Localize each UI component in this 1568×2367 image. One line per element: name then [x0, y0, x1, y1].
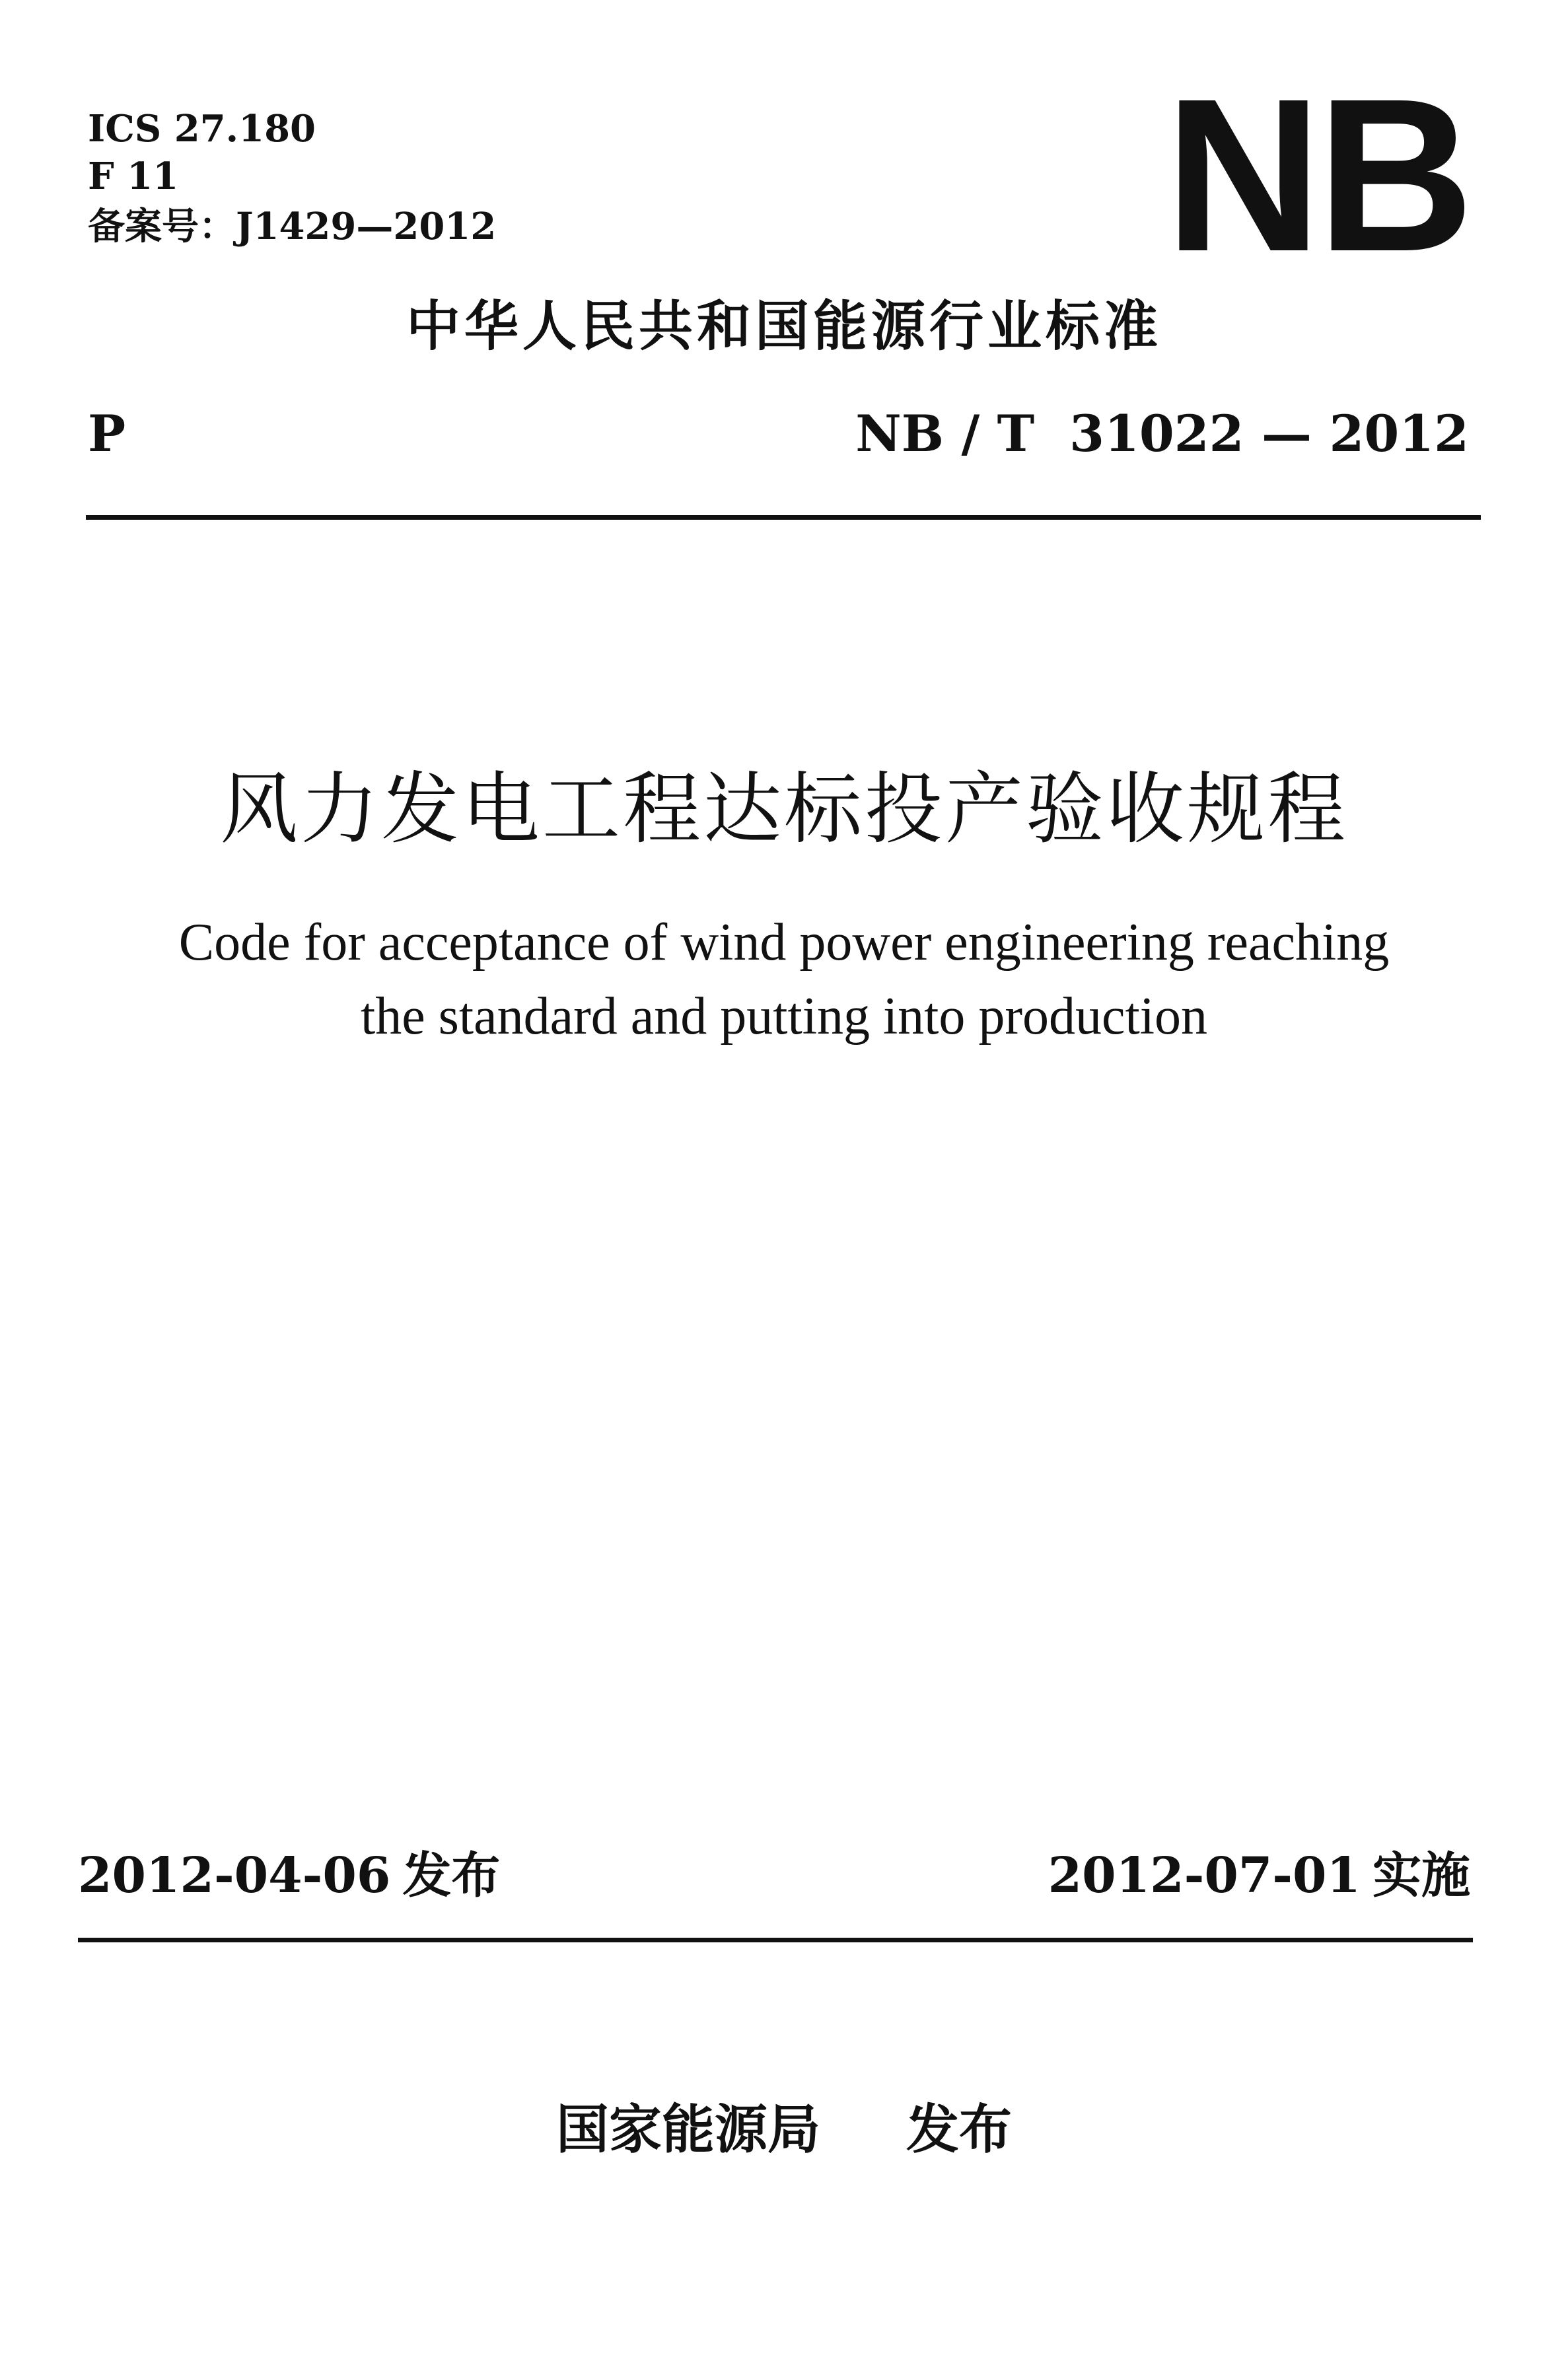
nb-logo: NB	[1164, 53, 1469, 297]
issue-date-block	[78, 1843, 500, 1909]
issuer-name: 国家能源局	[556, 2099, 820, 2160]
bottom-divider	[78, 1938, 1473, 1942]
issuer-line	[0, 2094, 1568, 2166]
top-divider	[86, 515, 1481, 520]
ccs-code: F 11	[88, 155, 179, 198]
industry-standard-heading: 中华人民共和国能源行业标准	[406, 295, 1162, 358]
implementation-label: 实施	[1372, 1847, 1470, 1904]
implementation-date-block	[1048, 1843, 1470, 1909]
title-chinese: 风力发电工程达标投产验收规程	[219, 763, 1348, 855]
title-english-line-1: Code for acceptance of wind power engineering reaching	[178, 913, 1390, 972]
issuer-action: 发布	[906, 2099, 1012, 2160]
record-number: 备案号：J1429—2012	[88, 205, 497, 248]
issue-date: 2012-04-06	[78, 1847, 391, 1904]
classification-letter: P	[88, 404, 126, 463]
issue-label: 发布	[402, 1847, 501, 1904]
ics-code: ICS 27.180	[88, 107, 316, 151]
implementation-date: 2012-07-01	[1048, 1847, 1361, 1904]
standard-number	[855, 404, 1469, 464]
title-english-line-2: the standard and putting into production	[361, 987, 1207, 1045]
standard-number-text: NB / T 31022 — 2012	[855, 404, 1469, 463]
